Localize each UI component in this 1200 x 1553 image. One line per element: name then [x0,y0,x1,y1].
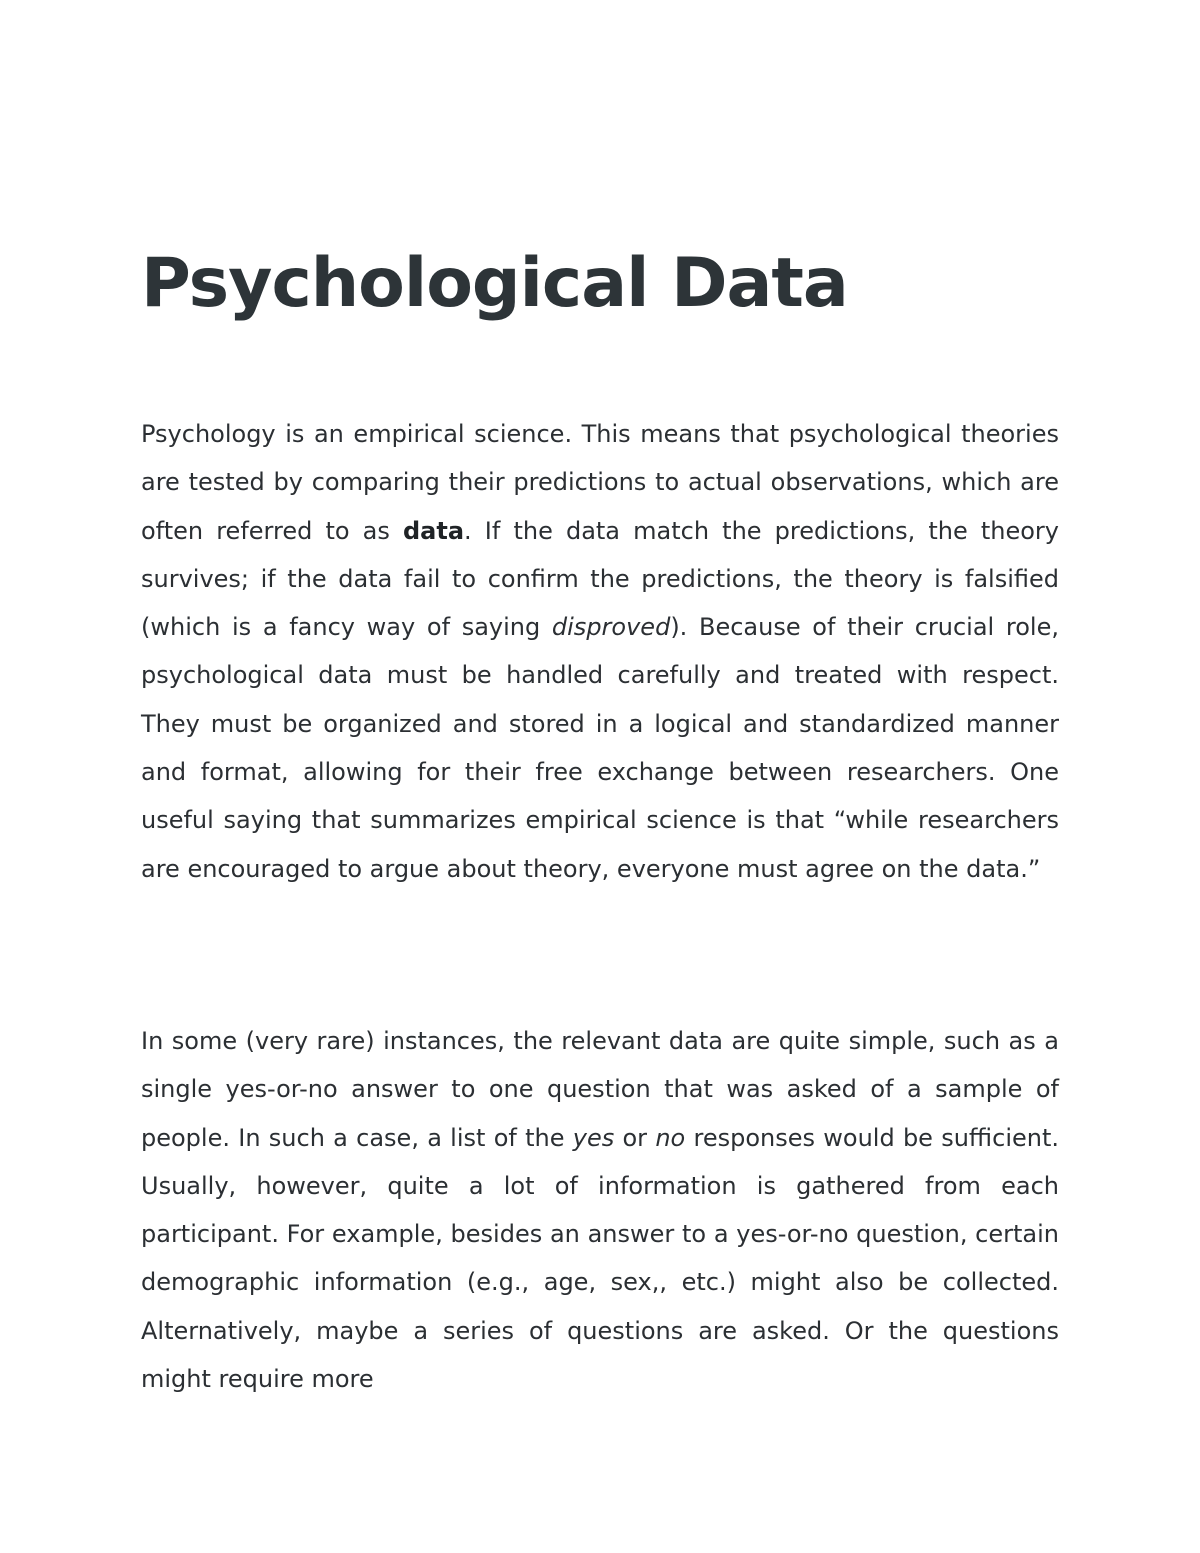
paragraph-1 [141,410,1059,893]
paragraph-2-text-b: or [614,1123,656,1152]
italic-term-yes: yes [572,1123,615,1152]
italic-term-no: no [655,1123,686,1152]
paragraph-1-text-c: ). Because of their crucial role, psychological data must be handled carefully and treated with respect. They must be organized and stored in a logical and standardized manner and format, allowing for their free exchange between researchers. One useful saying that summarizes empirical science is that “while researchers are encouraged to argue about theory, everyone must agree on the data.” [141,613,1059,883]
page-title: Psychological Data [141,244,848,323]
paragraph-2-text-a: In some (very rare) instances, the relevant data are quite simple, such as a single yes-or-no answer to one question that was asked of a sample of people. In such a case, a list of the [141,1027,1059,1152]
bold-term-data: data [403,516,465,545]
italic-term-disproved: disproved [551,613,671,642]
paragraph-2-text-c: responses would be sufficient. Usually, however, quite a lot of information is gathered from each participant. For example, besides an answer to a yes-or-no question, certain demographic information (e.g., age, sex,, etc.) might also be collected. Alternatively, maybe a series of questions are asked. Or the questions might require more [141,1123,1060,1394]
paragraph-2 [141,1017,1059,1403]
paragraph-1-text-a: Psychology is an empirical science. This means that psychological theories are tested by comparing their predictions to actual observations, which are often referred to as [141,420,1059,545]
paragraph-1-text-b: . If the data match the predictions, the theory survives; if the data fail to confirm the predictions, the theory is falsified (which is a fancy way of saying [141,516,1059,642]
